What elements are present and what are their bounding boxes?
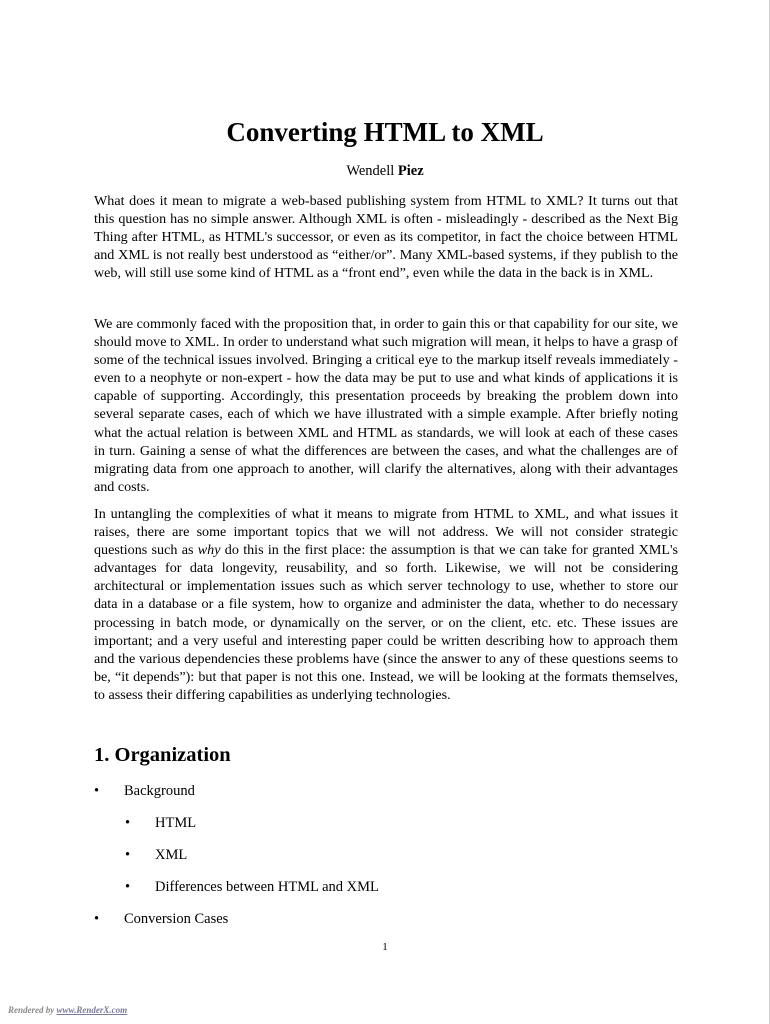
list-item-label: Differences between HTML and XML — [155, 879, 379, 895]
scope-text-after: do this in the first place: the assumption is that we can take for granted XML's advantages for data longevity, reusability, and so forth. Likewise, we will not be considering architectural or implementation issues such as which server technology to use, whether to store our data in a database or a file system, how to organize and administer the data, whether to do necessary processing in batch mode, or dynamically on the server, or on the client, etc. etc. These issues are important; and a very useful and interesting paper could be written describing how to approach them and the various dependencies these problems have (since the answer to any of these questions seems to be, “it depends”): but that paper is not this one. Instead, we will be looking at the formats themselves, to assess their differing capabilities as underlying technologies. — [94, 542, 679, 703]
footer-prefix: Rendered by — [8, 1005, 57, 1015]
author-first-name: Wendell — [346, 163, 395, 179]
list-item-label: Conversion Cases — [124, 911, 229, 927]
author-line — [0, 161, 770, 181]
list-item-label: XML — [155, 847, 188, 863]
bullet-icon: • — [125, 879, 131, 895]
scope-emphasis: why — [197, 542, 221, 559]
render-footer — [8, 1004, 127, 1016]
section-heading: 1. Organization — [94, 744, 231, 766]
renderx-link[interactable]: www.RenderX.com — [56, 1005, 128, 1015]
bullet-icon: • — [94, 783, 100, 799]
list-item-label: Background — [124, 783, 195, 799]
document-title: Converting HTML to XML — [226, 117, 544, 147]
author-last-name: Piez — [397, 163, 424, 179]
paragraph-proposition: We are commonly faced with the proposition that, in order to gain this or that capability for our site, we should move to XML. In order to understand what such migration will mean, it helps to have a grasp of some of the technical issues involved. Bringing a critical eye to the markup itself reveals immediately - even to a neophyte or non-expert - how the data may be put to use and what kinds of applications it is capable of supporting. Accordingly, this presentation proceeds by breaking the problem down into several separate cases, each of which we have illustrated with a simple example. After briefly noting what the actual relation is between XML and HTML as standards, we will look at each of these cases in turn. Gaining a sense of what the differences are between the cases, and what the challenges are of migrating data from one approach to another, will clarify the alternatives, along with their advantages and costs. — [94, 316, 678, 495]
bullet-icon: • — [125, 815, 131, 831]
list-item-label: HTML — [155, 815, 197, 831]
bullet-icon: • — [94, 911, 100, 927]
page-number: 1 — [382, 941, 388, 953]
paragraph-scope — [94, 505, 678, 704]
bullet-icon: • — [125, 847, 131, 863]
scope-text-before: In untangling the complexities of what it means to migrate from HTML to XML, and what issues it raises, there are some important topics that we will not address. We will not consider strategic questions such as — [94, 506, 678, 559]
paragraph-intro: What does it mean to migrate a web-based publishing system from HTML to XML? It turns out that this question has no simple answer. Although XML is often - misleadingly - described as the Next Big Thing after HTML, as HTML's successor, or even as its competitor, in fact the choice between HTML and XML is not really best understood as “either/or”. Many XML-based systems, if they publish to the web, will still use some kind of HTML as a “front end”, even while the data in the back is in XML. — [94, 193, 678, 282]
